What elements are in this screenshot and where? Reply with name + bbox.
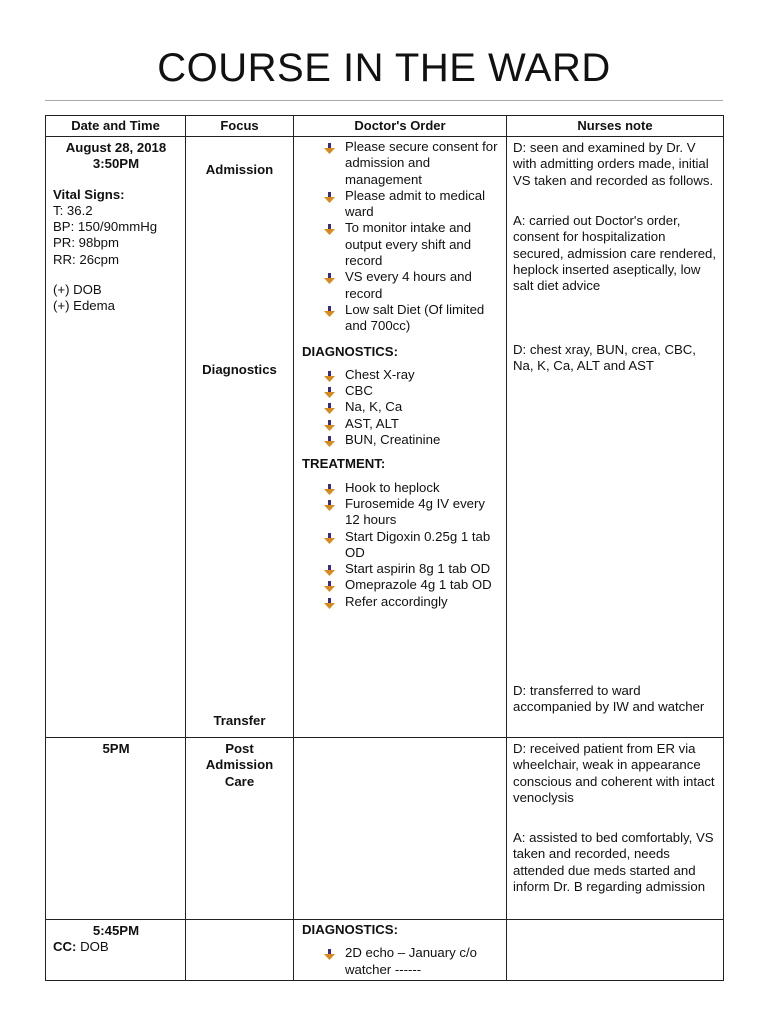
vital-rr: RR: 26cpm [53,251,119,267]
bullet-arrow-icon [324,533,335,544]
page-title: COURSE IN THE WARD [157,46,611,90]
table-row [46,738,724,920]
cc-label: CC: [53,939,77,955]
bullet-arrow-icon [324,598,335,609]
bullet-arrow-icon [324,192,335,203]
list-item: Please secure consent for admission and management [302,139,502,188]
bullet-arrow-icon [324,581,335,592]
doctors-order-cell [294,137,507,738]
bullet-arrow-icon [324,273,335,284]
list-item: Na, K, Ca [302,399,502,415]
bullet-arrow-icon [324,403,335,414]
list-item: CBC [302,383,502,399]
table-row [46,920,724,981]
list-item: Start Digoxin 0.25g 1 tab OD [302,529,502,562]
bullet-arrow-icon [324,420,335,431]
note-data-transfer: D: transferred to ward accompanied by IW and watcher [513,683,705,715]
title-divider [45,100,723,101]
list-item: Low salt Diet (Of limited and 700cc) [302,302,502,335]
date-time-cell [46,738,186,920]
header-date-time: Date and Time [46,116,186,137]
admission-orders-list [302,139,502,335]
diagnostics-list [302,945,502,978]
date-time-cell [46,137,186,738]
finding-edema: (+) Edema [53,298,115,314]
list-item: Hook to heplock [302,480,502,496]
list-item: Furosemide 4g IV every 12 hours [302,496,502,529]
list-item: Omeprazole 4g 1 tab OD [302,577,502,593]
bullet-arrow-icon [324,387,335,398]
bullet-arrow-icon [324,143,335,154]
list-item: 2D echo – January c/o watcher ------ [302,945,502,978]
focus-cell [186,738,294,920]
bullet-arrow-icon [324,306,335,317]
bullet-arrow-icon [324,224,335,235]
note-action-admission: A: carried out Doctor's order, consent for hospitalization secured, admission care rendered, heplock inserted aseptically, low salt diet advice [513,213,717,294]
nurses-note-cell [507,137,724,738]
treatment-heading: TREATMENT: [302,456,386,472]
header-nurses-note: Nurses note [507,116,724,137]
bullet-arrow-icon [324,371,335,382]
doctors-order-cell [294,920,507,981]
bullet-arrow-icon [324,949,335,960]
header-focus: Focus [186,116,294,137]
diagnostics-heading: DIAGNOSTICS: [302,922,398,937]
finding-dob: (+) DOB [53,282,102,298]
diagnostics-heading: DIAGNOSTICS: [302,343,398,359]
bullet-arrow-icon [324,484,335,495]
note-action-assisted: A: assisted to bed comfortably, VS taken and recorded, needs attended due meds started and inform Dr. B regarding admission [513,830,714,894]
list-item: AST, ALT [302,416,502,432]
table-row [46,137,724,738]
entry-time: 3:50PM [92,156,140,172]
entry-time: 5:45PM [92,923,140,938]
list-item: BUN, Creatinine [302,432,502,448]
focus-diagnostics: Diagnostics [202,362,277,377]
focus-cell [186,920,294,981]
vital-bp: BP: 150/90mmHg [53,219,158,235]
focus-transfer: Transfer [213,713,266,728]
doctors-order-cell [294,738,507,920]
date-time-cell [46,920,186,981]
focus-cell [186,137,294,738]
list-item: Start aspirin 8g 1 tab OD [302,561,502,577]
list-item: VS every 4 hours and record [302,269,502,302]
bullet-arrow-icon [324,500,335,511]
entry-time: 5PM [102,741,130,756]
bullet-arrow-icon [324,436,335,447]
ward-course-table [45,115,724,981]
vital-signs-label: Vital Signs: [53,186,125,202]
entry-date: August 28, 2018 [65,140,167,155]
table-header-row [46,116,724,137]
nurses-note-cell [507,920,724,981]
note-data-diagnostics: D: chest xray, BUN, crea, CBC, Na, K, Ca, ALT and AST [513,342,696,374]
bullet-arrow-icon [324,565,335,576]
list-item: Refer accordingly [302,594,502,610]
focus-admission: Admission [205,162,274,177]
list-item: Please admit to medical ward [302,188,502,221]
list-item: To monitor intake and output every shift and record [302,220,502,269]
note-data-admission: D: seen and examined by Dr. V with admitting orders made, initial VS taken and recorded as follows. [513,140,714,188]
treatment-list [302,480,502,610]
nurses-note-cell [507,738,724,920]
note-data-received: D: received patient from ER via wheelchair, weak in appearance conscious and coherent with intact venoclysis [513,741,715,805]
header-doctors-order: Doctor's Order [294,116,507,137]
diagnostics-list [302,367,502,448]
vital-pr: PR: 98bpm [53,235,119,251]
vital-temperature: T: 36.2 [53,202,93,218]
focus-post-admission-care: Post Admission Care [205,741,274,789]
list-item: Chest X-ray [302,367,502,383]
cc-value: DOB [80,939,109,955]
